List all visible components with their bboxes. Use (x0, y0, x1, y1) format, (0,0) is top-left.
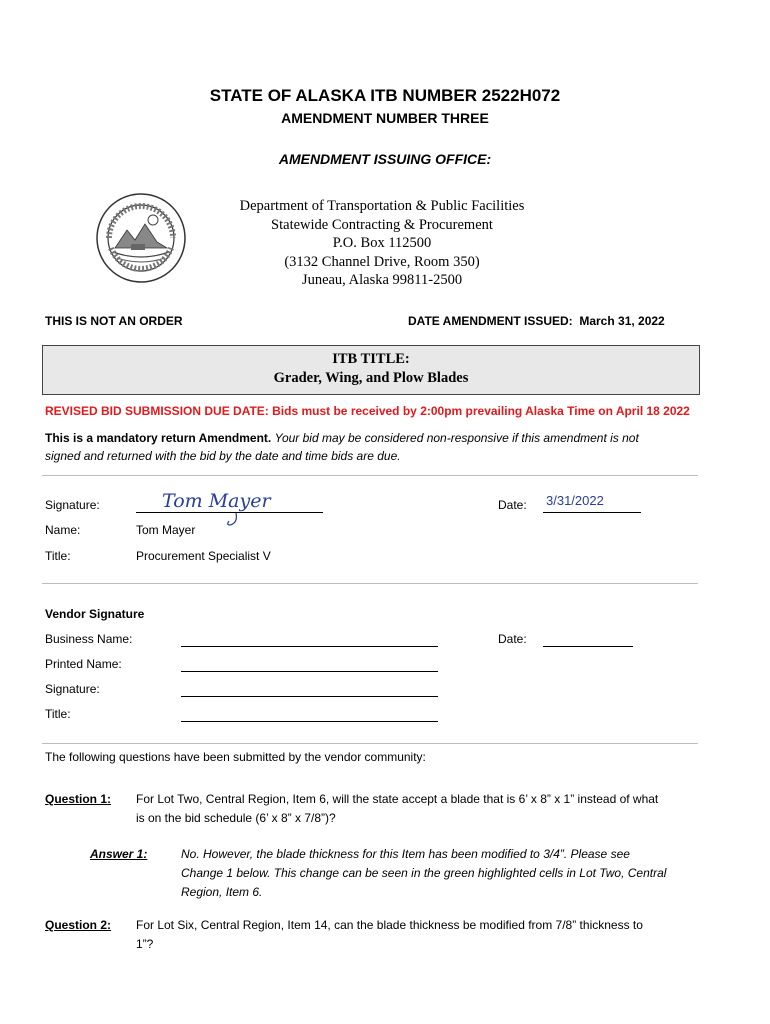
date-issued (408, 314, 665, 328)
date-issued-value: March 31, 2022 (579, 314, 665, 328)
question-2-line: For Lot Six, Central Region, Item 14, can the blade thickness be modified from 7/8” thickness to (136, 918, 643, 932)
signature-flourish-icon (226, 513, 240, 534)
issuer-date-value: 3/31/2022 (546, 493, 604, 508)
question-2-text (136, 916, 706, 954)
mandatory-text-line2: signed and returned with the bid by the date and time bids are due. (45, 449, 401, 463)
answer-1-line: Change 1 below. This change can be seen in the green highlighted cells in Lot Two, Central (181, 866, 667, 880)
qa-intro: The following questions have been submitted by the vendor community: (45, 750, 426, 764)
mandatory-text: Your bid may be considered non-responsive if this amendment is not (274, 431, 639, 445)
not-an-order-notice: THIS IS NOT AN ORDER (45, 314, 183, 328)
section-divider (42, 475, 698, 476)
address-line: P.O. Box 112500 (332, 235, 432, 251)
question-2-line: 1”? (136, 937, 154, 951)
issuing-office-heading: AMENDMENT ISSUING OFFICE: (278, 151, 492, 167)
question-1-line: is on the bid schedule (6’ x 8” x 7/8”)? (136, 811, 336, 825)
vendor-date-field[interactable] (543, 646, 633, 647)
question-1-text (136, 790, 706, 828)
business-name-label: Business Name: (45, 632, 133, 646)
vendor-signature-field[interactable] (181, 696, 438, 697)
section-divider (42, 583, 698, 584)
itb-title-box (42, 345, 700, 395)
question-1-line: For Lot Two, Central Region, Item 6, will the state accept a blade that is 6’ x 8” x 1” instead of what (136, 792, 659, 806)
section-divider (42, 743, 698, 744)
address-line: (3132 Channel Drive, Room 350) (284, 253, 480, 270)
address-line: Department of Transportation & Public Facilities (239, 198, 525, 214)
vendor-title-field[interactable] (181, 721, 438, 722)
itb-title-value: Grader, Wing, and Plow Blades (273, 370, 469, 386)
address-line: Statewide Contracting & Procurement (271, 216, 493, 233)
mandatory-return-notice (45, 429, 705, 465)
name-label: Name: (45, 523, 81, 537)
issuing-office-address (150, 197, 614, 290)
issuer-date-line (543, 512, 641, 513)
date-issued-label: DATE AMENDMENT ISSUED: (408, 314, 573, 328)
answer-1-line: No. However, the blade thickness for this Item has been modified to 3/4”. Please see (181, 847, 630, 861)
document-title: STATE OF ALASKA ITB NUMBER 2522H072 (209, 86, 561, 105)
title-label: Title: (45, 549, 71, 563)
vendor-signature-heading: Vendor Signature (45, 607, 145, 621)
printed-name-label: Printed Name: (45, 657, 122, 671)
address-line: Juneau, Alaska 99811-2500 (301, 272, 463, 288)
itb-title-label: ITB TITLE: (332, 351, 410, 367)
signature-label: Signature: (45, 498, 100, 512)
answer-1-label: Answer 1: (90, 847, 148, 861)
issuer-date-label: Date: (498, 498, 527, 512)
business-name-field[interactable] (181, 646, 438, 647)
mandatory-lead: This is a mandatory return Amendment. (45, 431, 272, 445)
amendment-number: AMENDMENT NUMBER THREE (281, 110, 489, 126)
answer-1-text (181, 845, 701, 902)
printed-name-field[interactable] (181, 671, 438, 672)
issuer-title: Procurement Specialist V (136, 549, 271, 563)
vendor-date-label: Date: (498, 632, 527, 646)
issuer-name: Tom Mayer (136, 523, 196, 537)
answer-1-line: Region, Item 6. (181, 885, 263, 899)
vendor-signature-label: Signature: (45, 682, 100, 696)
vendor-title-label: Title: (45, 707, 71, 721)
question-1-label: Question 1: (45, 792, 112, 806)
revised-due-date: REVISED BID SUBMISSION DUE DATE: Bids must be received by 2:00pm prevailing Alaska Time on April 18 2022 (45, 404, 690, 418)
issuer-signature: Tom Mayer (162, 490, 271, 512)
question-2-label: Question 2: (45, 918, 112, 932)
